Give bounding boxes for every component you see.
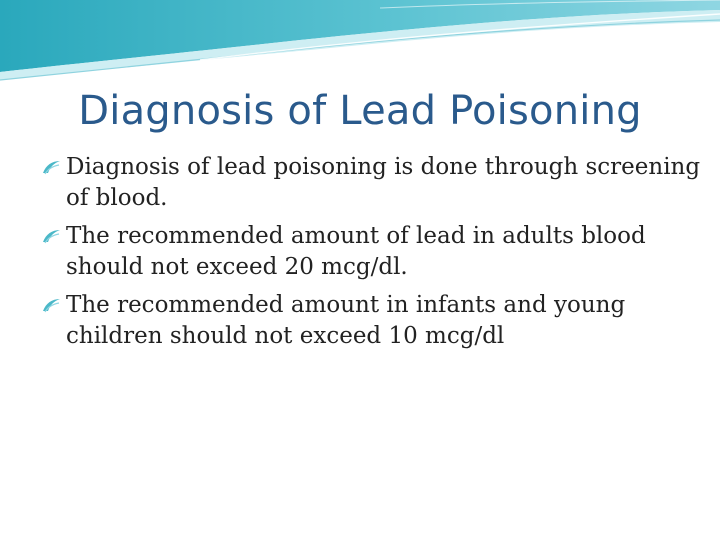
swoosh-bullet-icon: [42, 228, 61, 244]
slide-title: Diagnosis of Lead Poisoning: [78, 88, 642, 134]
bullet-text: The recommended amount in infants and young children should not exceed 10 mcg/dl: [66, 292, 626, 349]
header-wave-decoration: [0, 0, 720, 90]
bullet-text: Diagnosis of lead poisoning is done through screening of blood.: [66, 154, 701, 211]
bullet-item: [42, 152, 702, 214]
bullet-text: The recommended amount of lead in adults blood should not exceed 20 mcg/dl.: [66, 223, 646, 280]
bullet-list: [42, 152, 702, 359]
swoosh-bullet-icon: [42, 297, 61, 313]
bullet-item: [42, 290, 702, 352]
swoosh-bullet-icon: [42, 159, 61, 175]
bullet-item: [42, 221, 702, 283]
